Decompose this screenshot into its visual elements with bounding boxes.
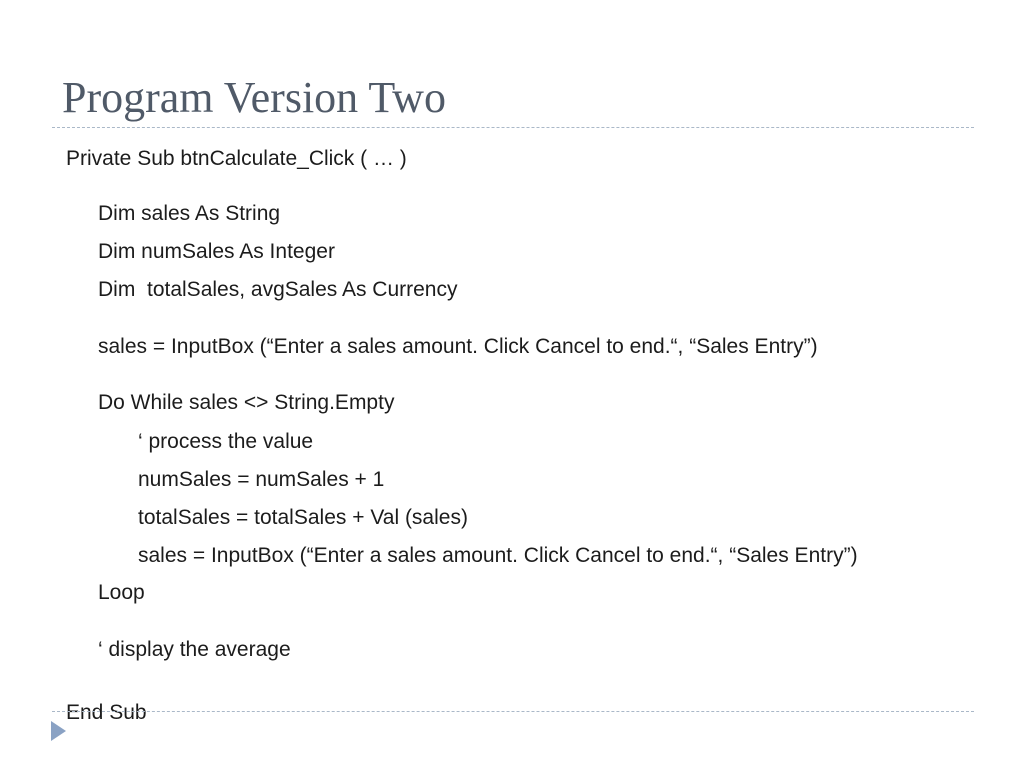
code-line-loop-input: sales = InputBox (“Enter a sales amount. Click Cancel to end.“, “Sales Entry”) xyxy=(138,544,858,567)
triangle-right-icon xyxy=(51,721,66,741)
code-line-loop: Loop xyxy=(98,581,145,604)
footer-divider xyxy=(52,711,974,712)
code-line-sub-header: Private Sub btnCalculate_Click ( … ) xyxy=(66,147,407,170)
code-line-first-input: sales = InputBox (“Enter a sales amount. Click Cancel to end.“, “Sales Entry”) xyxy=(98,335,818,358)
code-line-dim-sales: Dim sales As String xyxy=(98,202,281,225)
code-line-accumulate: totalSales = totalSales + Val (sales) xyxy=(138,506,468,529)
code-line-dim-numsales: Dim numSales As Integer xyxy=(98,240,335,263)
code-line-comment-display: ‘ display the average xyxy=(98,638,291,661)
code-line-increment: numSales = numSales + 1 xyxy=(138,468,385,491)
code-line-dim-totals: Dim totalSales, avgSales As Currency xyxy=(98,278,458,301)
code-line-do-while: Do While sales <> String.Empty xyxy=(98,391,395,414)
code-line-comment-process: ‘ process the value xyxy=(138,430,314,453)
slide-title: Program Version Two xyxy=(62,73,446,122)
code-line-end-sub: End Sub xyxy=(66,701,147,724)
title-divider xyxy=(52,127,974,128)
